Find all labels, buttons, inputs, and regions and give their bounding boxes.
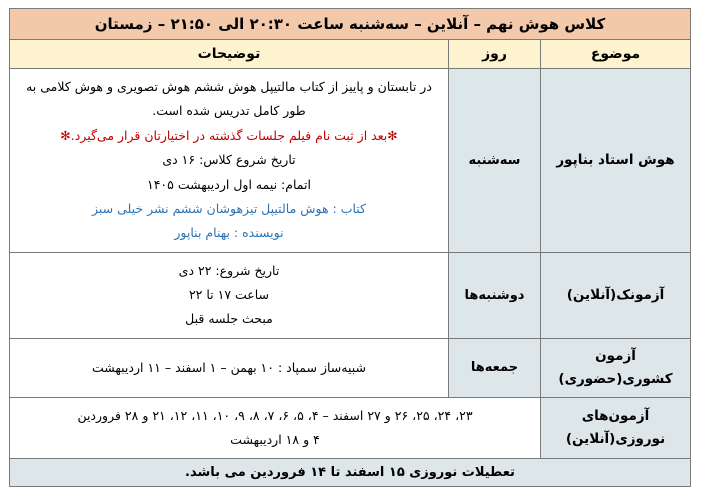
table-row bbox=[9, 397, 690, 459]
table-row bbox=[9, 252, 690, 338]
description-line: ۲۳، ۲۴، ۲۵، ۲۶ و ۲۷ اسفند – ۴، ۵، ۶، ۷، ۸، ۹، ۱۰، ۱۱، ۱۲، ۲۱ و ۲۸ فروردین bbox=[77, 407, 473, 423]
row-description bbox=[9, 397, 540, 459]
table-title-row bbox=[9, 9, 690, 40]
row-description bbox=[9, 252, 448, 338]
holiday-note: تعطیلات نوروزی ۱۵ اسفند تا ۱۴ فروردین می باشد. bbox=[9, 459, 690, 487]
row-day: سه‌شنبه bbox=[449, 69, 541, 253]
row-day: دوشنبه‌ها bbox=[449, 252, 541, 338]
description-line-highlight: ✻بعد از ثبت نام فیلم جلسات گذشته در اختیارتان قرار می‌گیرد.✻ bbox=[60, 127, 398, 143]
row-description bbox=[9, 69, 448, 253]
description-line-book: کتاب : هوش مالتیپل تیزهوشان ششم نشر خیلی سبز bbox=[91, 200, 366, 216]
table-header-row bbox=[9, 40, 690, 69]
row-subject: آزمون‌های نوروزی(آنلاین) bbox=[541, 397, 691, 459]
class-schedule-table bbox=[9, 8, 691, 487]
row-subject: آزمون کشوری(حضوری) bbox=[541, 338, 691, 397]
row-subject: هوش استاد بناپور bbox=[541, 69, 691, 253]
description-line: تاریخ شروع: ۲۲ دی bbox=[178, 262, 280, 278]
description-line: طور کامل تدریس شده است. bbox=[152, 103, 306, 119]
column-header-subject: موضوع bbox=[541, 40, 691, 69]
row-day: جمعه‌ها bbox=[449, 338, 541, 397]
description-line: در تابستان و پاییز از کتاب مالتیپل هوش ششم هوش تصویری و هوش کلامی به bbox=[26, 79, 432, 94]
row-description bbox=[9, 338, 448, 397]
description-line: تاریخ شروع کلاس: ۱۶ دی bbox=[162, 152, 296, 168]
description-line: ۴ و ۱۸ اردیبهشت bbox=[230, 432, 320, 447]
column-header-description: توضیحات bbox=[9, 40, 448, 69]
column-header-day: روز bbox=[449, 40, 541, 69]
table-row bbox=[9, 69, 690, 253]
table-footer-row bbox=[9, 459, 690, 487]
description-line: ساعت ۱۷ تا ۲۲ bbox=[188, 287, 270, 302]
description-line: مبحث جلسه قبل bbox=[185, 311, 273, 327]
description-line-author: نویسنده : بهنام بناپور bbox=[174, 225, 284, 241]
table-row bbox=[9, 338, 690, 397]
page-title: کلاس هوش نهم – آنلاین – سه‌شنبه ساعت ۲۰:۳۰ الی ۲۱:۵۰ – زمستان bbox=[9, 9, 690, 40]
row-subject: آزمونک(آنلاین) bbox=[541, 252, 691, 338]
description-line: اتمام: نیمه اول اردیبهشت ۱۴۰۵ bbox=[147, 176, 311, 192]
description-line: شبیه‌ساز سمپاد : ۱۰ بهمن – ۱ اسفند – ۱۱ اردیبهشت bbox=[91, 359, 367, 375]
